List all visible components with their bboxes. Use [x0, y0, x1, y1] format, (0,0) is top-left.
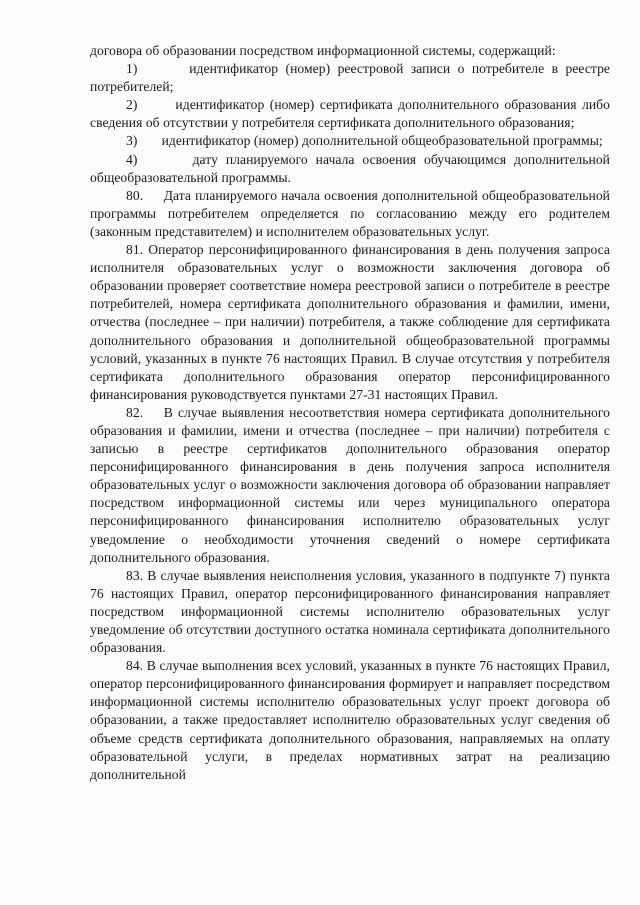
paragraph-80: 80. Дата планируемого начала освоения дополнительной общеобразовательной программы потребителем определяется по согласованию между его родителем (законным представителем) и исполнителем образовательных услуг. [90, 187, 610, 239]
paragraph-82: 82. В случае выявления несоответствия номера сертификата дополнительного образования и фамилии, имени и отчества (последнее – при наличии) потребителя с записью в реестре сертификатов дополнительного образования оператор персонифицированного финансирования в день получения запроса исполнителя образовательных услуг о возможности заключения договора об образовании направляет посредством информационной системы или через муниципального оператора персонифицированного финансирования исполнителю образовательных услуг уведомление о необходимости уточнения сведений о номере сертификата дополнительного образования. [90, 404, 610, 565]
list-item-1: 1) идентификатор (номер) реестровой записи о потребителе в реестре потребителей; [90, 61, 610, 95]
document-body [90, 42, 610, 784]
paragraph-84: 84. В случае выполнения всех условий, указанных в пункте 76 настоящих Правил, оператор персонифицированного финансирования формирует и направляет посредством информационной системы исполнителю образовательных услуг проект договора об образовании, а также предоставляет исполнителю образовательных услуг сведения об объеме средств сертификата дополнительного образования, направляемых на оплату образовательной услуги, в пределах нормативных затрат на реализацию дополнительной [90, 658, 610, 782]
paragraph-intro: договора об образовании посредством информационной системы, содержащий: [90, 43, 556, 58]
paragraph-83: 83. В случае выявления неисполнения условия, указанного в подпункте 7) пункта 76 настоящих Правил, оператор персонифицированного финансирования направляет посредством информационной системы исполнителю образовательных услуг уведомление об отсутствии доступного остатка номинала сертификата дополнительного образования. [90, 567, 610, 656]
list-item-2: 2) идентификатор (номер) сертификата дополнительного образования либо сведения об отсутствии у потребителя сертификата дополнительного образования; [90, 97, 610, 131]
list-item-4: 4) дату планируемого начала освоения обучающимся дополнительной общеобразовательной программы. [90, 151, 610, 185]
list-item-3: 3) идентификатор (номер) дополнительной общеобразовательной программы; [126, 133, 603, 149]
paragraph-81: 81. Оператор персонифицированного финансирования в день получения запроса исполнителя образовательных услуг о возможности заключения договора об образовании проверяет соответствие номера реестровой записи о потребителе в реестре потребителей, номера сертификата дополнительного образования и фамилии, имени, отчества (последнее – при наличии) потребителя, а также соблюдение для сертификата дополнительного образования и дополнительной общеобразовательной программы условий, указанных в пункте 76 настоящих Правил. В случае отсутствия у потребителя сертификата дополнительного образования оператор персонифицированного финансирования руководствуется пунктами 27-31 настоящих Правил. [90, 242, 610, 402]
